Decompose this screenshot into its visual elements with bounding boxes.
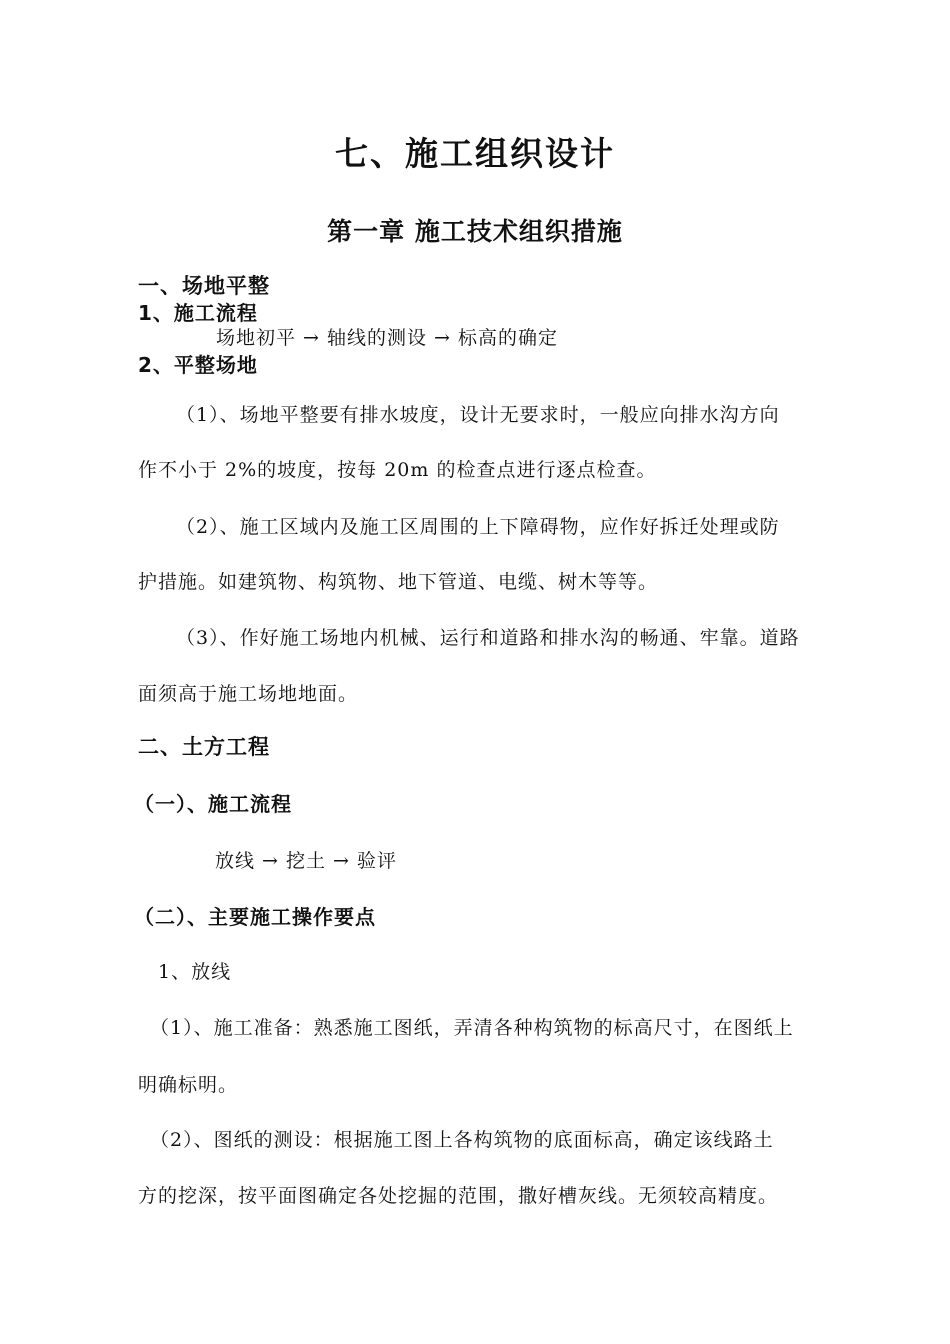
item-setting-out: 1、放线 <box>158 961 232 983</box>
flow-site-leveling: 场地初平 → 轴线的测设 → 标高的确定 <box>216 327 558 349</box>
subheading-earthwork-flow: （一）、施工流程 <box>134 792 292 816</box>
section-heading-site-leveling: 一、场地平整 <box>138 274 270 298</box>
subheading-leveling-site: 2、平整场地 <box>138 353 258 377</box>
section-heading-earthwork: 二、土方工程 <box>138 735 270 759</box>
paragraph-4-line-2: 明确标明。 <box>138 1074 239 1096</box>
paragraph-1-line-2: 作不小于 2%的坡度，按每 20m 的检查点进行逐点检查。 <box>138 459 657 481</box>
document-title: 七、施工组织设计 <box>335 134 615 173</box>
paragraph-3-line-2: 面须高于施工场地地面。 <box>138 683 359 705</box>
paragraph-4-line-1: （1）、施工准备：熟悉施工图纸，弄清各种构筑物的标高尺寸，在图纸上 <box>150 1017 794 1039</box>
flow-earthwork: 放线 → 挖土 → 验评 <box>215 850 397 872</box>
paragraph-2-line-1: （2）、施工区域内及施工区周围的上下障碍物，应作好拆迁处理或防 <box>176 516 780 538</box>
paragraph-2-line-2: 护措施。如建筑物、构筑物、地下管道、电缆、树木等等。 <box>138 571 659 593</box>
subheading-key-points: （二）、主要施工操作要点 <box>134 905 376 929</box>
paragraph-5-line-1: （2）、图纸的测设：根据施工图上各构筑物的底面标高，确定该线路土 <box>150 1129 774 1151</box>
paragraph-5-line-2: 方的挖深，按平面图确定各处挖掘的范围，撒好槽灰线。无须较高精度。 <box>138 1185 779 1207</box>
subheading-construction-flow: 1、施工流程 <box>138 301 258 325</box>
chapter-heading: 第一章 施工技术组织措施 <box>327 217 623 246</box>
paragraph-1-line-1: （1）、场地平整要有排水坡度，设计无要求时，一般应向排水沟方向 <box>176 404 780 426</box>
paragraph-3-line-1: （3）、作好施工场地内机械、运行和道路和排水沟的畅通、牢靠。道路 <box>176 627 800 649</box>
